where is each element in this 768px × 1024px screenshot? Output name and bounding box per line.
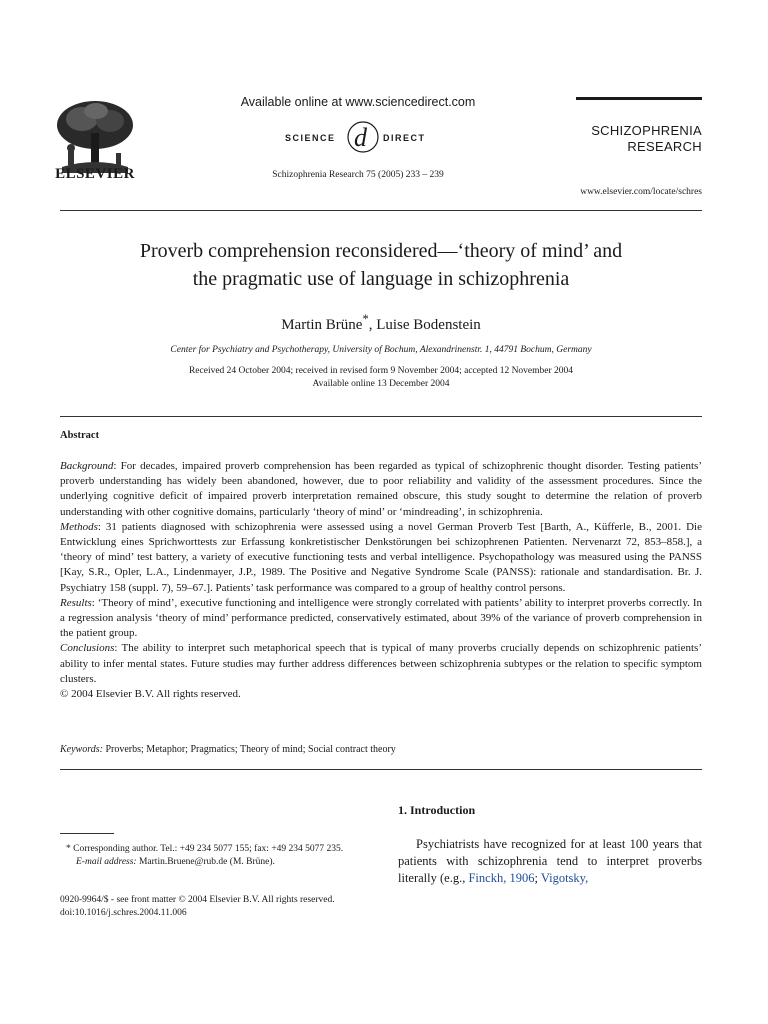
abstract-section-text: : The ability to interpret such metaphorical speech that is typical of many proverbs crucially depends on schizophrenic patients’ ability to infer mental states. Future studies may further address differences between schizophrenia subtypes or the relation to specific symptom clusters. bbox=[60, 642, 702, 685]
abstract-heading: Abstract bbox=[60, 430, 100, 441]
author-name: Martin Brüne bbox=[281, 317, 363, 333]
abstract-section-label: Background bbox=[60, 460, 114, 472]
introduction-text: Psychiatrists have recognized for at least 100 years that patients with schizophrenia tend to interpret proverbs literally (e.g., bbox=[398, 837, 702, 885]
sciencedirect-logo bbox=[283, 117, 443, 157]
abstract-background bbox=[60, 459, 702, 520]
citation-link[interactable]: Vigotsky, bbox=[540, 871, 589, 885]
sd-logo-left-text: SCIENCE bbox=[285, 133, 336, 143]
journal-url-link[interactable]: www.elsevier.com/locate/schres bbox=[580, 187, 702, 197]
sd-logo-right-text: DIRECT bbox=[383, 133, 426, 143]
abstract-section-label: Results bbox=[60, 596, 92, 609]
abstract-bottom-divider bbox=[60, 769, 702, 770]
article-title-line2: the pragmatic use of language in schizophrenia bbox=[192, 268, 570, 290]
introduction-paragraph bbox=[398, 836, 702, 887]
author-separator: , bbox=[368, 317, 377, 333]
journal-title-line1: SCHIZOPHRENIA bbox=[591, 123, 702, 138]
article-history bbox=[60, 365, 702, 391]
available-online-date: Available online 13 December 2004 bbox=[312, 379, 450, 389]
email-address-link[interactable]: Martin.Bruene@rub.de (M. Brüne). bbox=[136, 857, 275, 867]
journal-citation: Schizophrenia Research 75 (2005) 233 – 239 bbox=[272, 170, 444, 180]
corresponding-author-footnote bbox=[60, 843, 365, 869]
abstract-top-divider bbox=[60, 416, 702, 417]
abstract-copyright: © 2004 Elsevier B.V. All rights reserved. bbox=[60, 688, 241, 701]
front-matter bbox=[60, 894, 400, 920]
journal-title-line2: RESEARCH bbox=[627, 139, 702, 154]
email-label: E-mail address: bbox=[76, 857, 137, 867]
abstract-section-text: : 31 patients diagnosed with schizophrenia were assessed using a novel German Proverb Test [Barth, A., Küfferle, B., 2001. Die Entwicklung eines Sprichworttests zur Erfassung konkretistischer Denkstörungen bei schizophrenen Patienten. Nervenarzt 72, 853–858.], a ‘theory of mind’ test battery, a variety of executive functioning tests and verbal intelligence. Psychopathology was measured using the PANSS [Kay, S.R., Opler, L.A., Lindenmayer, J.P., 1989. The Positive and Negative Syndrome Scale (PANSS): rationale and standardisation. Br. J. Psychiatry 158 (suppl. 7), 59–67.]. Patients’ task performance was compared to a group of healthy control persons. bbox=[60, 520, 702, 594]
author-affiliation: Center for Psychiatry and Psychotherapy, University of Bochum, Alexandrinenstr. 1, 44791 Bochum, Germany bbox=[170, 345, 592, 355]
article-title-line1: Proverb comprehension reconsidered—‘theory of mind’ and bbox=[139, 240, 623, 262]
abstract-section-text: : For decades, impaired proverb comprehension has been regarded as typical of schizophrenic thought disorder. Testing patients’ proverb understanding has widely been abandoned, however, due to poor reliability and validity of the assessment procedures. Since the underlying cognitive deficit of impaired proverb interpretation remained obscure, this study sought to determine the relation of proverb understanding with other cognitive domains, particularly ‘theory of mind’ or ‘mindreading’, in schizophrenia. bbox=[60, 460, 702, 518]
svg-text:d: d bbox=[354, 123, 367, 152]
header-divider bbox=[60, 210, 702, 211]
abstract-results bbox=[60, 596, 702, 642]
publisher-name: ELSEVIER bbox=[55, 166, 135, 182]
journal-title bbox=[560, 123, 702, 155]
footnote-divider bbox=[60, 833, 114, 834]
journal-title-bar bbox=[576, 97, 702, 100]
corresponding-author-contact: * Corresponding author. Tel.: +49 234 5077 155; fax: +49 234 5077 235. bbox=[66, 844, 344, 854]
section-heading-introduction: 1. Introduction bbox=[398, 803, 476, 817]
received-dates: Received 24 October 2004; received in revised form 9 November 2004; accepted 12 November 2004 bbox=[188, 366, 574, 376]
author-list bbox=[60, 312, 702, 334]
keywords-list: Proverbs; Metaphor; Pragmatics; Theory of mind; Social contract theory bbox=[102, 744, 396, 755]
keywords bbox=[60, 744, 702, 755]
corresponding-author-mark[interactable]: * bbox=[362, 312, 369, 326]
article-title bbox=[60, 237, 702, 293]
abstract-section-text: : ‘Theory of mind’, executive functioning and intelligence were strongly correlated with patients’ ability to interpret proverbs correctly. In a regression analysis ‘theory of mind’ performance predicted, conservatively estimated, about 39% of the variance of proverb comprehension in the patient group. bbox=[60, 596, 702, 640]
issn-copyright: 0920-9964/$ - see front matter © 2004 Elsevier B.V. All rights reserved. bbox=[60, 895, 335, 905]
citation-link[interactable]: Finckh, 1906 bbox=[468, 871, 535, 885]
abstract-section-label: Methods bbox=[60, 520, 98, 533]
abstract-conclusions bbox=[60, 641, 702, 687]
available-online-banner[interactable]: Available online at www.sciencedirect.com bbox=[240, 95, 476, 109]
abstract-body bbox=[60, 459, 702, 702]
abstract-methods bbox=[60, 520, 702, 596]
keywords-label: Keywords: bbox=[60, 744, 103, 755]
doi-link[interactable]: doi:10.1016/j.schres.2004.11.006 bbox=[60, 908, 187, 918]
abstract-section-label: Conclusions bbox=[60, 642, 115, 655]
citation-separator: ; bbox=[534, 871, 541, 885]
author-name: Luise Bodenstein bbox=[376, 317, 481, 333]
